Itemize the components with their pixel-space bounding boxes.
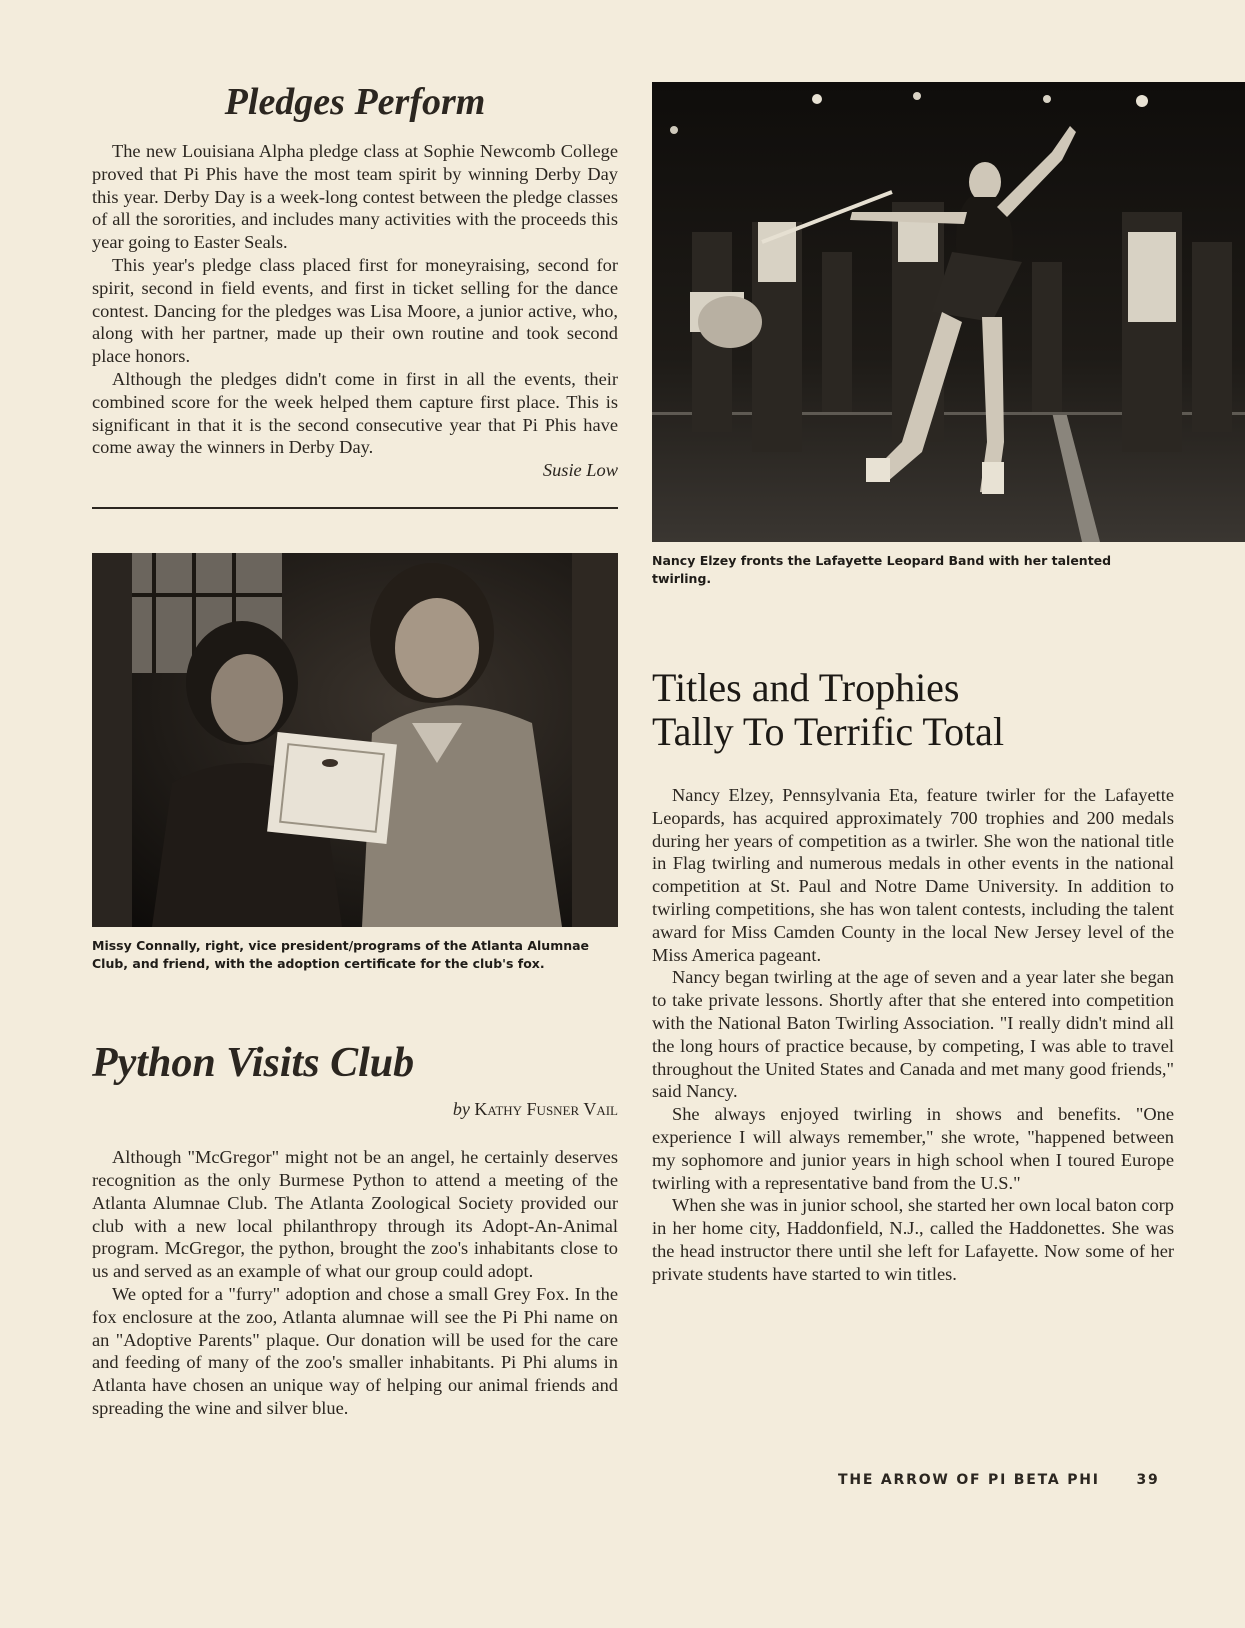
titles-heading <box>652 666 1245 754</box>
titles-paragraph-3: She always enjoyed twirling in shows and benefits. "One experience I will always remember," she wrote, "happened between my sophomore and junior years in high school when I toured Europe twirling with a representative band from the U.S." <box>652 1104 1174 1193</box>
missy-photo-caption: Missy Connally, right, vice president/programs of the Atlanta Alumnae Club, and friend, with the adoption certificate for the club's fox. <box>92 938 590 972</box>
left-column <box>92 70 618 1420</box>
band-photo-caption: Nancy Elzey fronts the Lafayette Leopard Band with her talented twirling. <box>652 553 1112 586</box>
python-byline <box>92 1099 618 1120</box>
byline-prefix: by <box>452 1099 470 1120</box>
pledges-paragraph-1: The new Louisiana Alpha pledge class at Sophie Newcomb College proved that Pi Phis have the most team spirit by winning Derby Day this year. Derby Day is a week-long contest between the pledge classes of all the sororities, and includes many activities with the proceeds this year going to Easter Seals. <box>92 141 618 253</box>
titles-paragraph-1: Nancy Elzey, Pennsylvania Eta, feature twirler for the Lafayette Leopards, has acquired approximately 700 trophies and 200 medals during her years of competition as a twirler. She won the national title in Flag twirling and numerous medals in other events in the national competition at St. Paul and Notre Dame University. In addition to twirling competitions, she has won talent contests, including the talent award for Miss Camden County in the local New Jersey level of the Miss America pageant. <box>652 785 1174 965</box>
page-number: 39 <box>1136 1472 1160 1488</box>
right-column <box>652 82 1245 1286</box>
titles-paragraph-2: Nancy began twirling at the age of seven and a year later she began to take private lessons. Shortly after that she entered into competition with the National Baton Twirling Association. "I really didn't mind all the long hours of practice because, by competing, I was able to travel throughout the United States and Canada and met many good friends," said Nancy. <box>652 967 1174 1102</box>
pledges-title: Pledges Perform <box>224 81 486 123</box>
publication-name: THE ARROW OF PI BETA PHI <box>838 1472 1100 1488</box>
titles-heading-line-1: Titles and Trophies <box>652 665 960 710</box>
pledges-signature: Susie Low <box>542 460 618 481</box>
pledges-article <box>92 140 618 481</box>
python-paragraph-1: Although "McGregor" might not be an angel, he certainly deserves recognition as the only Burmese Python to attend a meeting of the Atlanta Alumnae Club. The Atlanta Zoological Society provided our club with a new local philanthropy through its Adopt-An-Animal program. McGregor, the python, brought the zoo's inhabitants close to us and served as an example of what our group could adopt. <box>92 1147 618 1282</box>
missy-photo-image <box>92 553 618 927</box>
missy-photo <box>92 553 618 927</box>
section-divider <box>92 507 618 509</box>
python-title: Python Visits Club <box>92 1040 415 1087</box>
titles-heading-line-2: Tally To Terrific Total <box>652 709 1005 754</box>
band-photo-image <box>652 82 1245 542</box>
python-article <box>92 1146 618 1420</box>
titles-article <box>652 784 1174 1286</box>
pledges-paragraph-3: Although the pledges didn't come in first in all the events, their combined score for the week helped them capture first place. This is significant in that it is the second consecutive year that Pi Phis have come away the winners in Derby Day. <box>92 368 618 458</box>
titles-paragraph-4: When she was in junior school, she started her own local baton corp in her home city, Haddonfield, N.J., called the Haddonettes. She was the head instructor there until she left for Lafayette. Now some of her private students have started to win titles. <box>652 1195 1174 1284</box>
page-footer <box>838 1472 1160 1488</box>
pledges-paragraph-2: This year's pledge class placed first for moneyraising, second for spirit, second in field events, and first in ticket selling for the dance contest. Dancing for the pledges was Lisa Moore, a junior active, who, along with her partner, made up their own routine and took second place honors. <box>92 254 618 367</box>
python-paragraph-2: We opted for a "furry" adoption and chose a small Grey Fox. In the fox enclosure at the zoo, Atlanta alumnae will see the Pi Phi name on an "Adoptive Parents" plaque. Our donation will be used for the care and feeding of many of the zoo's smaller inhabitants. Pi Phi alums in Atlanta have chosen an unique way of helping our animal friends and spreading the wine and silver blue. <box>92 1283 618 1418</box>
band-photo <box>652 82 1245 542</box>
byline-author: Kathy Fusner Vail <box>474 1099 618 1120</box>
